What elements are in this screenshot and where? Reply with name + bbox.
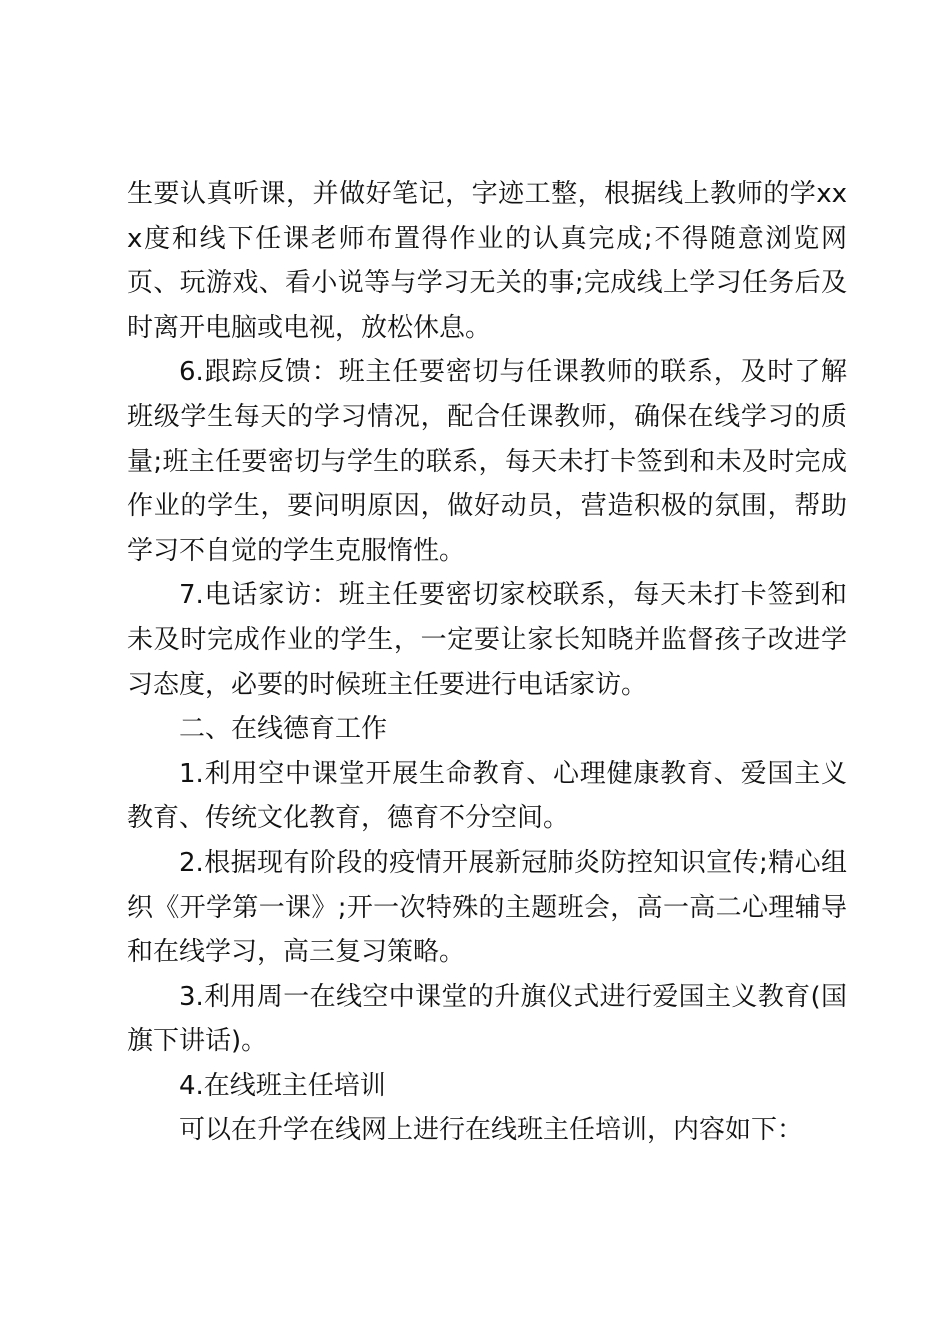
paragraph-continuation: 生要认真听课，并做好笔记，字迹工整，根据线上教师的学xxx度和线下任课老师布置得作业的认真完成;不得随意浏览网页、玩游戏、看小说等与学习无关的事;完成线上学习任务后及时离开电脑或电视，放松休息。 — [127, 179, 847, 343]
paragraph-item-3: 3.利用周一在线空中课堂的升旗仪式进行爱国主义教育(国旗下讲话)。 — [127, 981, 847, 1057]
document-body — [127, 172, 847, 1153]
paragraph-item-1: 1.利用空中课堂开展生命教育、心理健康教育、爱国主义教育、传统文化教育，德育不分空间。 — [127, 758, 847, 834]
paragraph-item-2: 2.根据现有阶段的疫情开展新冠肺炎防控知识宣传;精心组织《开学第一课》;开一次特殊的主题班会，高一高二心理辅导和在线学习，高三复习策略。 — [127, 847, 847, 968]
paragraph-tracking-feedback: 6.跟踪反馈：班主任要密切与任课教师的联系，及时了解班级学生每天的学习情况，配合任课教师，确保在线学习的质量;班主任要密切与学生的联系，每天未打卡签到和未及时完成作业的学生，要问明原因，做好动员，营造积极的氛围，帮助学习不自觉的学生克服惰性。 — [127, 357, 847, 566]
paragraph-item-4: 4.在线班主任培训 — [179, 1070, 386, 1101]
paragraph-training-intro: 可以在升学在线网上进行在线班主任培训，内容如下： — [179, 1115, 804, 1146]
section-heading-online-moral-education: 二、在线德育工作 — [179, 714, 388, 745]
paragraph-phone-home-visit: 7.电话家访：班主任要密切家校联系，每天未打卡签到和未及时完成作业的学生，一定要让家长知晓并监督孩子改进学习态度，必要的时候班主任要进行电话家访。 — [127, 580, 847, 700]
